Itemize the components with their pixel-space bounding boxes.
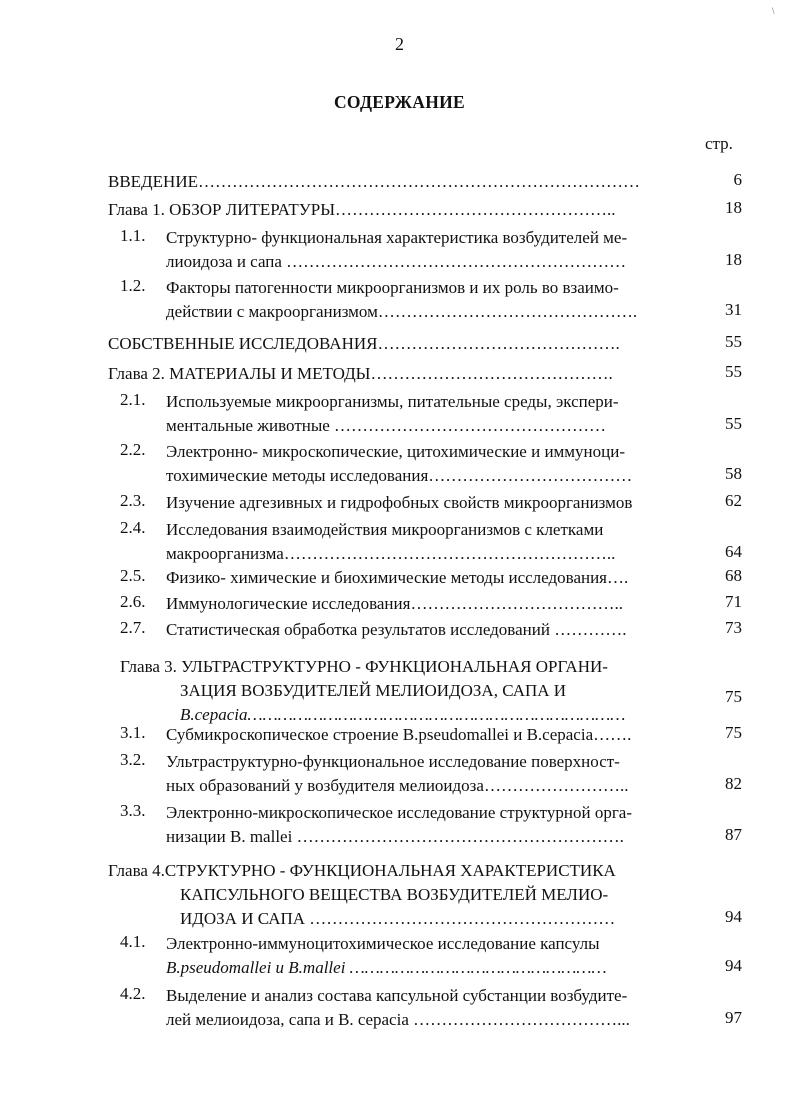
toc-line: ментальные животные ………………………………………… [166, 416, 607, 435]
toc-section-number: 2.2. [120, 440, 146, 459]
toc-page-number: 55 [725, 362, 742, 381]
toc-line: ВВЕДЕНИЕ…………………………………………………………………… [108, 172, 640, 191]
toc-line: Электронно-иммуноцитохимическое исследование капсулы [166, 934, 600, 953]
toc-page-number: 18 [725, 198, 742, 217]
toc-section-number: 3.1. [120, 723, 146, 742]
toc-page-number: 18 [725, 250, 742, 269]
toc-line: СОБСТВЕННЫЕ ИССЛЕДОВАНИЯ……………………………………. [108, 334, 620, 353]
toc-section-number: 1.2. [120, 276, 146, 295]
toc-section-number: 2.3. [120, 491, 146, 510]
toc-section-number: 4.1. [120, 932, 146, 951]
toc-line: лей мелиоидоза, сапа и B. cepacia ………………………………... [166, 1010, 630, 1029]
toc-page-number: 55 [725, 332, 742, 351]
toc-page-number: 75 [725, 723, 742, 742]
toc-section-number: 2.5. [120, 566, 146, 585]
toc-page-number: 6 [733, 170, 742, 189]
page-column-label: стр. [705, 134, 733, 153]
toc-line: Факторы патогенности микроорганизмов и их роль во взаимо- [166, 278, 619, 297]
page-number: 2 [395, 34, 404, 54]
page-title: СОДЕРЖАНИЕ [333, 92, 465, 112]
toc-line: Выделение и анализ состава капсульной субстанции возбудите- [166, 986, 628, 1005]
toc-page-number: 94 [725, 956, 742, 975]
toc-line: Используемые микроорганизмы, питательные среды, экспери- [166, 392, 619, 411]
corner-mark: \ [772, 6, 775, 16]
toc-section-number: 2.7. [120, 618, 146, 637]
toc-line: Структурно- функциональная характеристика возбудителей ме- [166, 228, 628, 247]
toc-page-number: 64 [725, 542, 742, 561]
toc-section-number: 1.1. [120, 226, 146, 245]
toc-line: Глава 4.СТРУКТУРНО - ФУНКЦИОНАЛЬНАЯ ХАРАКТЕРИСТИКА [108, 861, 616, 880]
toc-line: Статистическая обработка результатов исследований …………. [166, 620, 627, 639]
toc-line: B.pseudomallei и B.mallei …………………………………………… [166, 958, 607, 977]
toc-line: макроорганизма………………………………………………….. [166, 544, 616, 563]
toc-line: Электронно- микроскопические, цитохимические и иммуноци- [166, 442, 626, 461]
toc-section-number: 4.2. [120, 984, 146, 1003]
toc-page-number: 58 [725, 464, 742, 483]
toc-section-number: 3.2. [120, 750, 146, 769]
toc-page-number: 73 [725, 618, 742, 637]
toc-line: ЗАЦИЯ ВОЗБУДИТЕЛЕЙ МЕЛИОИДОЗА, САПА И [180, 681, 567, 700]
toc-line: ных образований у возбудителя мелиоидоза…………………….. [166, 776, 629, 795]
toc-line: тохимические методы исследования……………………………… [166, 466, 633, 485]
toc-line: Исследования взаимодействия микроорганизмов с клетками [166, 520, 604, 539]
toc-section-number: 2.1. [120, 390, 146, 409]
toc-line: действии с макроорганизмом………………………………………. [166, 302, 638, 321]
toc-line: B.cepacia………………………………………………………………… [180, 705, 626, 724]
toc-page-number: 68 [725, 566, 742, 585]
toc-line: Глава 2. МАТЕРИАЛЫ И МЕТОДЫ……………………………………. [108, 364, 613, 383]
toc-section-number: 2.4. [120, 518, 146, 537]
toc-line: Иммунологические исследования……………………………….. [166, 594, 623, 613]
toc-section-number: 3.3. [120, 801, 146, 820]
toc-line: КАПСУЛЬНОГО ВЕЩЕСТВА ВОЗБУДИТЕЛЕЙ МЕЛИО- [180, 885, 609, 904]
toc-section-number: 2.6. [120, 592, 146, 611]
toc-page-number: 75 [725, 687, 742, 706]
toc-page-number: 94 [725, 907, 742, 926]
toc-line: Ультраструктурно-функциональное исследование поверхност- [166, 752, 620, 771]
toc-page-number: 31 [725, 300, 742, 319]
toc-line: низации B. mallei …………………………………………………. [166, 827, 624, 846]
toc-line: Изучение адгезивных и гидрофобных свойств микроорганизмов [166, 493, 633, 512]
toc-line: Субмикроскопическое строение B.pseudomallei и B.cepacia……. [166, 725, 632, 744]
toc-page-number: 55 [725, 414, 742, 433]
toc-page-number: 97 [725, 1008, 742, 1027]
toc-line: Глава 1. ОБЗОР ЛИТЕРАТУРЫ………………………………………….. [108, 200, 616, 219]
toc-line: лиоидоза и сапа …………………………………………………… [166, 252, 627, 271]
toc-page-number: 62 [725, 491, 742, 510]
toc-line: ИДОЗА И САПА ……………………………………………… [180, 909, 616, 928]
toc-line: Физико- химические и биохимические методы исследования…. [166, 568, 629, 587]
toc-page-number: 71 [725, 592, 742, 611]
toc-line: Глава 3. УЛЬТРАСТРУКТУРНО - ФУНКЦИОНАЛЬНАЯ ОРГАНИ- [120, 657, 608, 676]
toc-page-number: 82 [725, 774, 742, 793]
toc-line: Электронно-микроскопическое исследование структурной орга- [166, 803, 632, 822]
toc-page-number: 87 [725, 825, 742, 844]
